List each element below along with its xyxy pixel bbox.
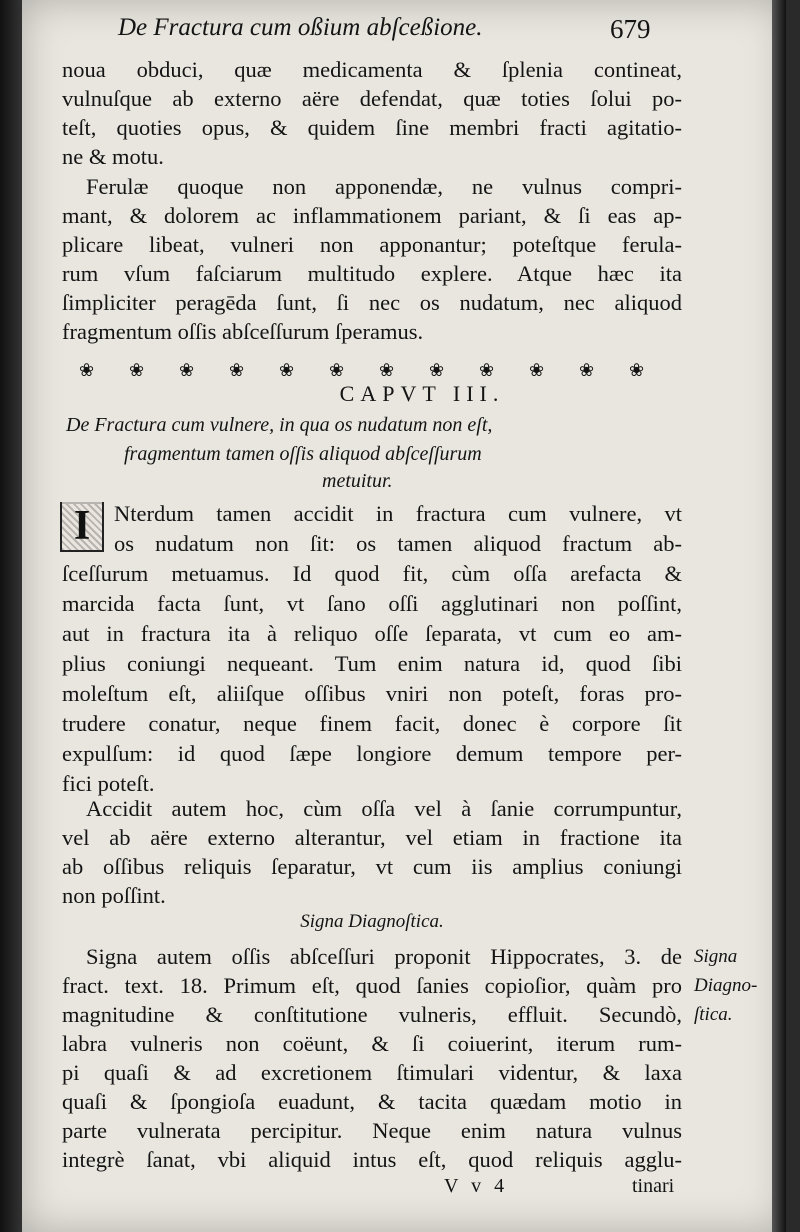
ornament-glyph: ❀ xyxy=(628,360,646,380)
text-line: aut in fractura ita à reliquo oſſe ſeparata, vt cum eo am- xyxy=(62,621,682,646)
text-line: fragmentum oſſis abſceſſurum ſperamus. xyxy=(62,319,424,344)
text-line: teſt, quoties opus, & quidem ſine membri fracti agitatio- xyxy=(62,115,682,140)
catchword: tinari xyxy=(632,1175,675,1197)
ornament-band xyxy=(62,360,666,382)
chapter-title: CAPVT III. xyxy=(339,381,505,406)
decorated-initial xyxy=(60,502,104,552)
text-line: trudere conatur, neque finem facit, donec è corpore ſit xyxy=(62,711,682,736)
page-gutter-shadow xyxy=(0,0,22,1232)
text-line: Accidit autem hoc, cùm oſſa vel à ſanie corrumpuntur, xyxy=(86,796,682,821)
margin-note-line: Signa xyxy=(694,946,738,967)
text-line: Ferulæ quoque non apponendæ, ne vulnus compri- xyxy=(86,174,682,199)
chapter-subtitle-line: fragmentum tamen oſſis aliquod abſceſſurum xyxy=(124,443,482,465)
text-line: Nterdum tamen accidit in fractura cum vulnere, vt xyxy=(114,501,682,526)
ornament-glyph: ❀ xyxy=(578,360,596,380)
text-line: fract. text. 18. Primum eſt, quod ſanies copioſior, quàm pro xyxy=(62,973,682,998)
text-line: plicare libeat, vulneri non apponantur; poteſtque ferula- xyxy=(62,232,682,257)
text-line: ne & motu. xyxy=(62,144,164,169)
text-line: Signa autem oſſis abſceſſuri proponit Hippocrates, 3. de xyxy=(86,944,682,969)
text-line: plius coniungi nequeant. Tum enim natura id, quod ſibi xyxy=(62,651,682,676)
page-edge-shadow xyxy=(772,0,786,1232)
text-line: expulſum: id quod ſæpe longiore demum tempore per- xyxy=(62,741,682,766)
page-number: 679 xyxy=(610,14,651,44)
text-line: moleſtum eſt, aliiſque oſſibus vniri non poteſt, foras pro- xyxy=(62,681,682,706)
text-line: integrè ſanat, vbi aliquid intus eſt, quod reliquis agglu- xyxy=(62,1147,682,1172)
ornament-glyph: ❀ xyxy=(278,360,296,380)
text-line: noua obduci, quæ medicamenta & ſplenia contineat, xyxy=(62,57,682,82)
text-line: vulnuſque ab externo aëre defendat, quæ toties ſolui po- xyxy=(62,86,682,111)
text-line: pi quaſi & ad excretionem ſtimulari videntur, & laxa xyxy=(62,1060,682,1085)
margin-note-line: ſtica. xyxy=(694,1004,733,1025)
chapter-subtitle-line: metuitur. xyxy=(322,470,393,492)
margin-note-line: Diagno- xyxy=(694,975,758,996)
text-line: labra vulneris non coëunt, & ſi coiuerint, iterum rum- xyxy=(62,1031,682,1056)
ornament-glyph: ❀ xyxy=(128,360,146,380)
text-line: os nudatum non ſit: os tamen aliquod fractum ab- xyxy=(114,531,682,556)
text-line: vel ab aëre externo alterantur, vel etiam in fractione ita xyxy=(62,825,682,850)
text-line: marcida facta ſunt, vt ſano oſſi agglutinari non poſſint, xyxy=(62,591,682,616)
book-page xyxy=(22,0,786,1232)
ornament-glyph: ❀ xyxy=(178,360,196,380)
text-line: ſceſſurum metuamus. Id quod fit, cùm oſſa arefacta & xyxy=(62,561,682,586)
ornament-glyph: ❀ xyxy=(78,360,96,380)
ornament-glyph: ❀ xyxy=(478,360,496,380)
signature-mark: V v 4 xyxy=(444,1175,509,1197)
ornament-glyph: ❀ xyxy=(328,360,346,380)
section-heading: Signa Diagnoſtica. xyxy=(300,911,444,932)
text-line: ſimpliciter peragēda ſunt, ſi nec os nudatum, nec aliquod xyxy=(62,290,682,315)
chapter-subtitle-line: De Fractura cum vulnere, in qua os nudatum non eſt, xyxy=(66,414,493,436)
text-line: rum vſum faſciarum multitudo explere. Atque hæc ita xyxy=(62,261,682,286)
ornament-glyph: ❀ xyxy=(228,360,246,380)
text-line: quaſi & ſpongioſa euadunt, & tacita quædam motio in xyxy=(62,1089,682,1114)
ornament-glyph: ❀ xyxy=(428,360,446,380)
running-head: De Fractura cum oßium abſceßione. xyxy=(118,14,483,41)
text-line: magnitudine & conſtitutione vulneris, effluit. Secundò, xyxy=(62,1002,682,1027)
ornament-glyph: ❀ xyxy=(528,360,546,380)
decorated-initial-letter: I xyxy=(62,502,102,550)
text-line: mant, & dolorem ac inflammationem pariant, & ſi eas ap- xyxy=(62,203,682,228)
text-line: parte vulnerata percipitur. Neque enim natura vulnus xyxy=(62,1118,682,1143)
text-line: fici poteſt. xyxy=(62,771,155,796)
text-line: ab oſſibus reliquis ſeparatur, vt cum iis amplius coniungi xyxy=(62,854,682,879)
ornament-glyph: ❀ xyxy=(378,360,396,380)
text-line: non poſſint. xyxy=(62,883,166,908)
